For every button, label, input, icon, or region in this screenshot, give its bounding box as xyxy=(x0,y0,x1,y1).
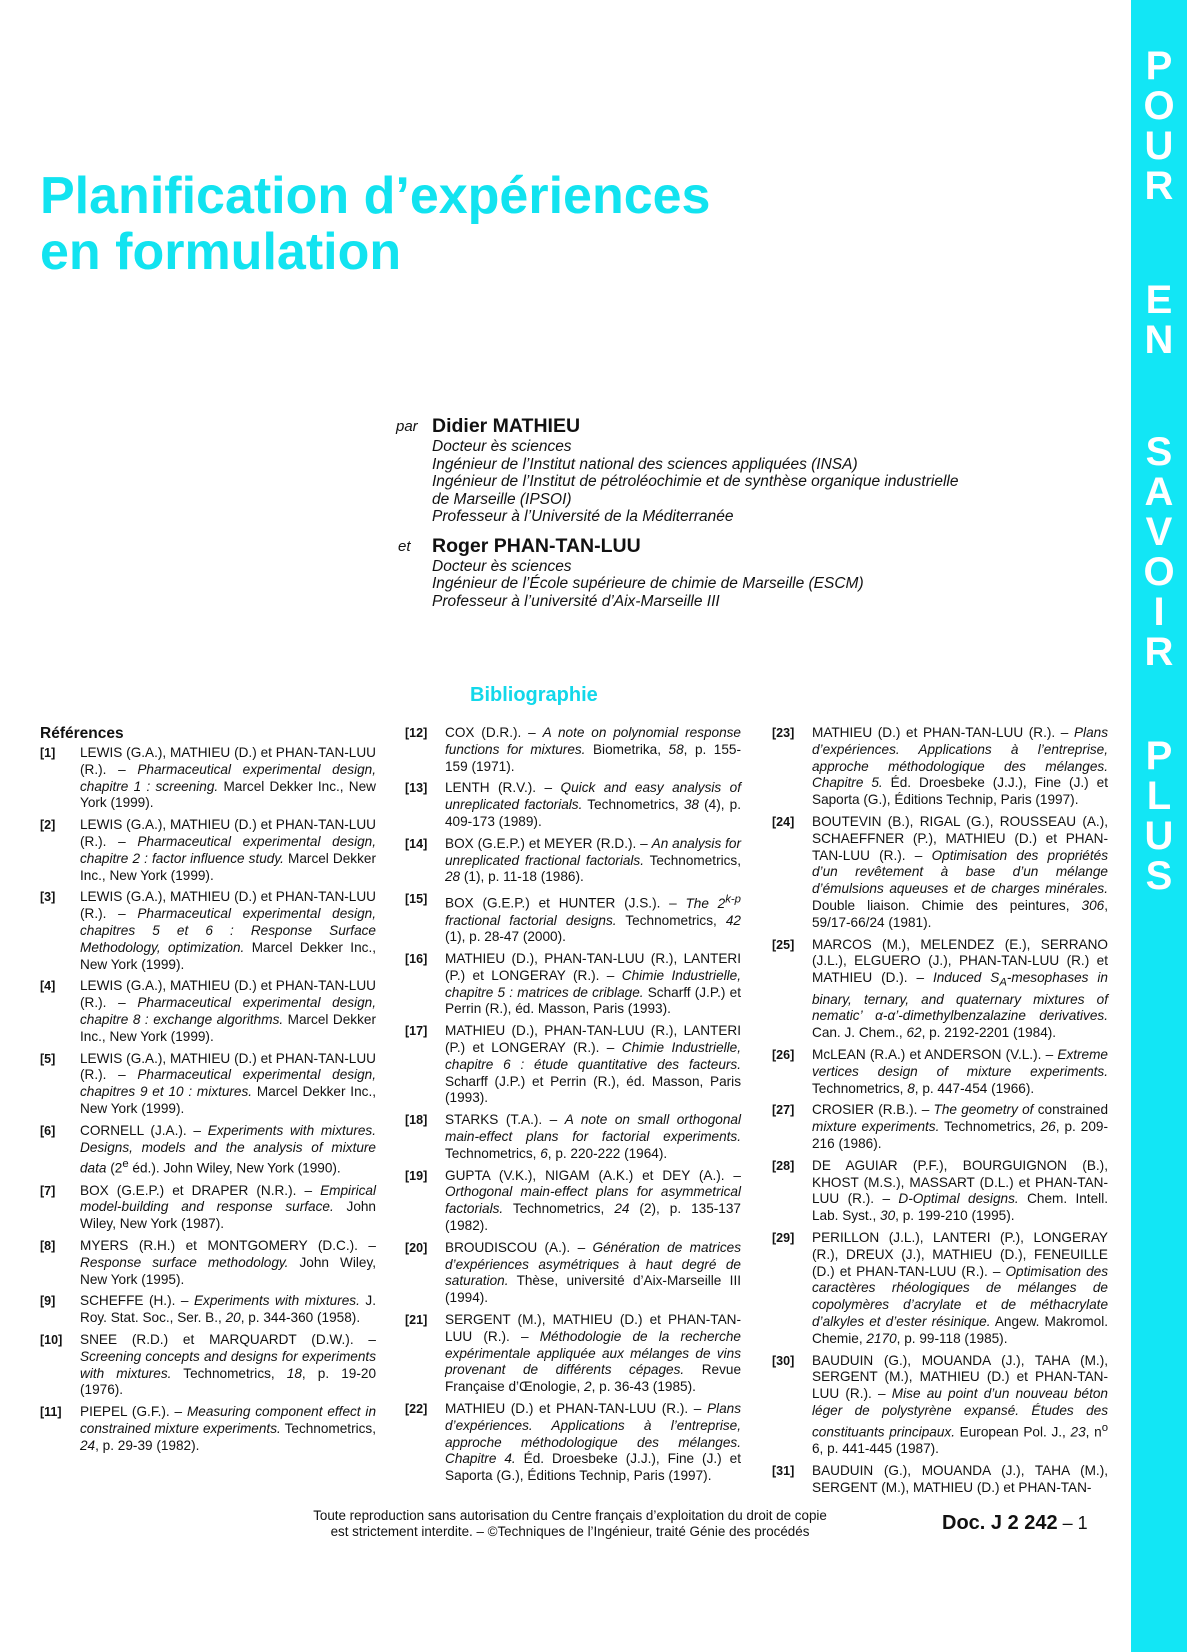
reference-text: STARKS (T.A.). – A note on small orthogonal main-effect plans for factorial experiments. Technometrics, 6, p. 220-222 (1964). xyxy=(445,1112,741,1161)
band-letter: N xyxy=(1144,318,1174,362)
reference-text: LEWIS (G.A.), MATHIEU (D.) et PHAN-TAN-LUU (R.). – Pharmaceutical experimental design, chapitre 8 : exchange algorithms. Marcel Dekker Inc., New York (1999). xyxy=(80,978,376,1044)
reference-entry xyxy=(40,978,376,1045)
band-letter: S xyxy=(1145,430,1173,474)
reference-number: [28] xyxy=(772,1158,795,1173)
reference-entry xyxy=(40,817,376,884)
reference-text: SCHEFFE (H.). – Experiments with mixtures. J. Roy. Stat. Soc., Ser. B., 20, p. 344-360 (1958). xyxy=(80,1293,376,1326)
reference-text: CORNELL (J.A.). – Experiments with mixtures. Designs, models and the analysis of mixture data (2e éd.). John Wiley, New York (1990). xyxy=(80,1122,376,1176)
author-affiliation: Docteur ès sciences xyxy=(432,438,572,455)
bibliography-title: Bibliographie xyxy=(470,684,598,706)
reference-number: [18] xyxy=(405,1113,428,1128)
reference-number: [10] xyxy=(40,1333,63,1348)
reference-entry xyxy=(405,780,741,830)
reference-text: DE AGUIAR (P.F.), BOURGUIGNON (B.), KHOST (M.S.), MASSART (D.L.) et PHAN-TAN-LUU (R.). – D-Optimal designs. Chem. Intell. Lab. Syst., 30, p. 199-210 (1995). xyxy=(812,1157,1109,1224)
band-word-plus xyxy=(1131,736,1187,896)
reference-number: [16] xyxy=(405,952,428,967)
references-column-2 xyxy=(405,725,741,1490)
reference-text: BOX (G.E.P.) et MEYER (R.D.). – An analysis for unreplicated fractional factorials. Technometrics, 28 (1), p. 11-18 (1986). xyxy=(445,835,741,885)
reference-text: BAUDUIN (G.), MOUANDA (J.), TAHA (M.), SERGENT (M.), MATHIEU (D.) et PHAN-TAN-LUU (R.). – Mise au point d’un nouveau béton léger de polystyrène expansé. Études des constituants principaux. European Pol. J., 23, $n^o$ 6, p. 441-445 (1987). xyxy=(812,1352,1108,1457)
reference-number: [9] xyxy=(40,1294,56,1309)
reference-text: PIEPEL (G.F.). – Measuring component effect in constrained mixture experiments. Technometrics, 24, p. 29-39 (1982). xyxy=(80,1404,377,1453)
band-letter: O xyxy=(1143,84,1175,128)
author-second xyxy=(380,534,1020,611)
reference-number: [17] xyxy=(405,1024,428,1039)
reference-entry xyxy=(40,1332,376,1399)
reference-entry xyxy=(40,1123,376,1178)
reference-number: [3] xyxy=(40,890,56,905)
author-affiliation: Ingénieur de l’École supérieure de chimie de Marseille (ESCM) xyxy=(432,575,864,592)
reference-number: [20] xyxy=(405,1240,428,1255)
reference-entry xyxy=(40,889,376,973)
reference-number: [13] xyxy=(405,781,428,796)
band-letter: P xyxy=(1145,44,1173,88)
reference-text: MYERS (R.H.) et MONTGOMERY (D.C.). – Response surface methodology. John Wiley, New York (1995). xyxy=(80,1238,377,1287)
reference-entry xyxy=(405,1168,741,1235)
reference-text: LEWIS (G.A.), MATHIEU (D.) et PHAN-TAN-LUU (R.). – Pharmaceutical experimental design, chapitre 1 : screening. Marcel Dekker Inc., New York (1999). xyxy=(80,745,376,811)
reference-text: BOX (G.E.P.) et HUNTER (J.S.). – The 2$^{k-p}$ fractional factorial designs. Technometrics, 42 (1), p. 28-47 (2000). xyxy=(445,893,741,945)
reference-text: COX (D.R.). – A note on polynomial response functions for mixtures. Biometrika, 58, p. 155-159 (1971). xyxy=(445,725,742,774)
reference-text: LEWIS (G.A.), MATHIEU (D.) et PHAN-TAN-LUU (R.). – Pharmaceutical experimental design, chapitre 2 : factor influence study. Marcel Dekker Inc., New York (1999). xyxy=(80,817,376,883)
reference-entry xyxy=(405,1312,741,1396)
reference-entry xyxy=(772,937,1108,1043)
reference-text: MATHIEU (D.), PHAN-TAN-LUU (R.), LANTERI (P.) et LONGERAY (R.). – Chimie Industrielle, chapitre 5 : matrices de criblage. Scharff (J.P.) et Perrin (R.), éd. Masson, Paris (1993). xyxy=(445,951,742,1017)
author-name: Roger PHAN-TAN-LUU xyxy=(432,534,641,557)
references-column-3 xyxy=(772,725,1108,1502)
reference-number: [2] xyxy=(40,818,56,833)
page-number: – 1 xyxy=(1057,1513,1088,1533)
band-letter: L xyxy=(1146,774,1172,818)
reference-number: [7] xyxy=(40,1183,56,1198)
reference-text: LEWIS (G.A.), MATHIEU (D.) et PHAN-TAN-LUU (R.). – Pharmaceutical experimental design, chapitres 9 et 10 : mixtures. Marcel Dekker Inc., New York (1999). xyxy=(80,1050,376,1116)
reference-number: [29] xyxy=(772,1231,795,1246)
reference-entry xyxy=(772,1102,1108,1152)
band-letter: V xyxy=(1145,510,1173,554)
reference-entry xyxy=(405,891,741,946)
reference-number: [23] xyxy=(772,726,795,740)
author-name: Didier MATHIEU xyxy=(432,415,581,437)
author-affiliation: de Marseille (IPSOI) xyxy=(432,490,572,508)
author-affiliation: Docteur ès sciences xyxy=(432,557,572,575)
reference-number: [27] xyxy=(772,1103,795,1118)
reference-number: [12] xyxy=(405,726,428,740)
copyright-line-1: Toute reproduction sans autorisation du Centre français d’exploitation du droit de copie xyxy=(313,1508,827,1523)
reference-number: [4] xyxy=(40,979,56,994)
reference-entry xyxy=(405,1240,741,1307)
reference-entry xyxy=(40,745,376,812)
reference-number: [31] xyxy=(772,1463,795,1478)
reference-text: SNEE (R.D.) et MARQUARDT (D.W.). – Screening concepts and designs for experiments with mixtures. Technometrics, 18, p. 19-20 (1976). xyxy=(80,1332,377,1398)
title-line-1: Planification d’expériences xyxy=(40,167,711,225)
band-letter: R xyxy=(1144,630,1174,674)
reference-entry xyxy=(40,1293,376,1327)
copyright-line-2: est strictement interdite. – ©Techniques de l’Ingénieur, traité Génie des procédés xyxy=(330,1524,810,1539)
band-letter: U xyxy=(1144,124,1174,168)
band-letter: P xyxy=(1145,734,1173,778)
reference-entry xyxy=(405,1112,741,1162)
band-word-pour xyxy=(1131,46,1187,206)
author-affiliation: Professeur à l’université d’Aix-Marseille III xyxy=(432,592,720,610)
author-affiliation: Ingénieur de l’Institut national des sciences appliquées (INSA) xyxy=(432,455,858,473)
reference-text: SERGENT (M.), MATHIEU (D.) et PHAN-TAN-LUU (R.). – Méthodologie de la recherche expérimentale appliquée aux mélanges de vins provenant de différents cépages. Revue Française d’Œnologie, 2, p. 36-43 (1985). xyxy=(445,1312,742,1395)
reference-number: [26] xyxy=(772,1048,795,1063)
reference-text: LEWIS (G.A.), MATHIEU (D.) et PHAN-TAN-LUU (R.). – Pharmaceutical experimental design, chapitres 5 et 6 : Response Surface Methodology, optimization. Marcel Dekker Inc., New York (1999). xyxy=(80,889,376,972)
band-letter: U xyxy=(1144,814,1174,858)
reference-number: [30] xyxy=(772,1353,795,1368)
reference-text: BOX (G.E.P.) et DRAPER (N.R.). – Empirical model-building and response surface. John Wiley, New York (1987). xyxy=(80,1182,376,1232)
reference-text: BAUDUIN (G.), MOUANDA (J.), TAHA (M.), SERGENT (M.), MATHIEU (D.) et PHAN-TAN- xyxy=(812,1462,1108,1495)
band-letter: S xyxy=(1145,854,1173,898)
author-affiliation: Professeur à l’Université de la Méditerranée xyxy=(432,508,734,525)
reference-text: MATHIEU (D.), PHAN-TAN-LUU (R.), LANTERI (P.) et LONGERAY (R.). – Chimie Industrielle, chapitre 6 : étude quantitative des facteurs. Scharff (J.P.) et Perrin (R.), éd. Masson, Paris (1993). xyxy=(445,1023,742,1106)
reference-text: CROSIER (R.B.). – The geometry of constrained mixture experiments. Technometrics, 26, p. 209-216 (1986). xyxy=(812,1102,1109,1152)
reference-number: [11] xyxy=(40,1405,62,1420)
band-letter: R xyxy=(1144,164,1174,208)
author-affiliation: Ingénieur de l’Institut de pétroléochimie et de synthèse organique industrielle xyxy=(432,473,959,490)
references-column-1 xyxy=(40,725,376,1460)
reference-entry xyxy=(405,836,741,886)
band-letter: A xyxy=(1144,470,1174,514)
band-word-en xyxy=(1131,280,1187,360)
reference-entry xyxy=(772,1158,1108,1225)
reference-entry xyxy=(772,1230,1108,1348)
title-line-2: en formulation xyxy=(40,223,402,281)
reference-entry xyxy=(772,814,1108,932)
reference-entry xyxy=(40,1051,376,1118)
reference-text: MATHIEU (D.) et PHAN-TAN-LUU (R.). – Plans d’expériences. Applications à l’entreprise, approche méthodologique des mélanges. Chapitre 5. Éd. Droesbeke (J.J.), Fine (J.) et Saporta (G.), Éditions Technip, Paris (1997). xyxy=(812,725,1108,808)
reference-number: [15] xyxy=(405,892,428,907)
reference-number: [1] xyxy=(40,746,56,760)
reference-entry xyxy=(405,1401,741,1485)
article-title xyxy=(40,168,710,280)
reference-text: GUPTA (V.K.), NIGAM (A.K.) et DEY (A.). – Orthogonal main-effect plans for asymmetrical factorials. Technometrics, 24 (2), p. 135-137 (1982). xyxy=(445,1167,741,1234)
reference-entry xyxy=(40,1404,376,1454)
authors xyxy=(380,414,1020,618)
reference-number: [5] xyxy=(40,1051,56,1066)
reference-entry xyxy=(40,1238,376,1288)
reference-text: MATHIEU (D.) et PHAN-TAN-LUU (R.). – Plans d’expériences. Applications à l’entreprise, approche méthodologique des mélanges. Chapitre 4. Éd. Droesbeke (J.J.), Fine (J.) et Saporta (G.), Éditions Technip, Paris (1997). xyxy=(445,1401,741,1484)
reference-entry xyxy=(40,1183,376,1233)
band-letter: E xyxy=(1145,278,1173,322)
reference-number: [6] xyxy=(40,1123,56,1138)
reference-entry xyxy=(772,725,1108,809)
reference-text: PERILLON (J.L.), LANTERI (P.), LONGERAY (R.), DREUX (J.), MATHIEU (D.), FENEUILLE (D.) et PHAN-TAN-LUU (R.). – Optimisation des caractères rhéologiques de mélanges de copolymères d’acrylate et de méthacrylate d’alkyles et d’ester résinique. Angew. Makromol. Chemie, 2170, p. 99-118 (1985). xyxy=(812,1230,1109,1346)
reference-number: [19] xyxy=(405,1168,428,1183)
band-word-savoir xyxy=(1131,432,1187,672)
reference-entry xyxy=(772,1047,1108,1097)
doc-code: Doc. J 2 242 xyxy=(942,1512,1058,1534)
reference-text: LENTH (R.V.). – Quick and easy analysis of unreplicated factorials. Technometrics, 38 (4), p. 409-173 (1989). xyxy=(445,780,742,829)
reference-number: [24] xyxy=(772,814,795,829)
reference-number: [14] xyxy=(405,836,428,851)
author-first xyxy=(380,414,1020,526)
author-prefix: par xyxy=(396,418,418,435)
reference-text: MARCOS (M.), MELENDEZ (E.), SERRANO (J.L.), ELGUERO (J.), PHAN-TAN-LUU (R.) et MATHIEU (D.). – Induced $S_A$-mesophases in binary, ternary, and quaternary mixtures of nematic’ α-α’-dimethylbenzalazine derivatives. Can. J. Chem., 62, p. 2192-2201 (1984). xyxy=(812,936,1108,1041)
reference-text: McLEAN (R.A.) et ANDERSON (V.L.). – Extreme vertices design of mixture experiments. Technometrics, 8, p. 447-454 (1966). xyxy=(812,1047,1108,1096)
references-heading: Références xyxy=(40,725,124,742)
reference-number: [21] xyxy=(405,1313,428,1328)
reference-text: BROUDISCOU (A.). – Génération de matrices d’expériences asymétriques à haut degré de saturation. Thèse, université d’Aix-Marseille III (1994). xyxy=(445,1239,741,1306)
reference-entry xyxy=(405,1023,741,1107)
reference-entry xyxy=(772,1353,1108,1458)
reference-entry xyxy=(405,725,741,775)
document-reference xyxy=(942,1512,1088,1535)
copyright-notice xyxy=(260,1508,880,1540)
band-letter: O xyxy=(1143,550,1175,594)
reference-entry xyxy=(772,1463,1108,1497)
reference-text: BOUTEVIN (B.), RIGAL (G.), ROUSSEAU (A.), SCHAEFFNER (P.), MATHIEU (D.) et PHAN-TAN-LUU (R.). – Optimisation des propriétés d’un revêtement à base d’un mélange d’émulsions aqueuses et de charges minérales. Double liaison. Chimie des peintures, 306, 59/17-66/24 (1981). xyxy=(812,813,1109,930)
band-letter: I xyxy=(1153,590,1165,634)
reference-number: [8] xyxy=(40,1239,56,1254)
reference-entry xyxy=(405,951,741,1018)
reference-number: [22] xyxy=(405,1402,428,1417)
author-prefix: et xyxy=(398,537,411,555)
reference-number: [25] xyxy=(772,937,795,952)
side-band xyxy=(1131,0,1187,1652)
